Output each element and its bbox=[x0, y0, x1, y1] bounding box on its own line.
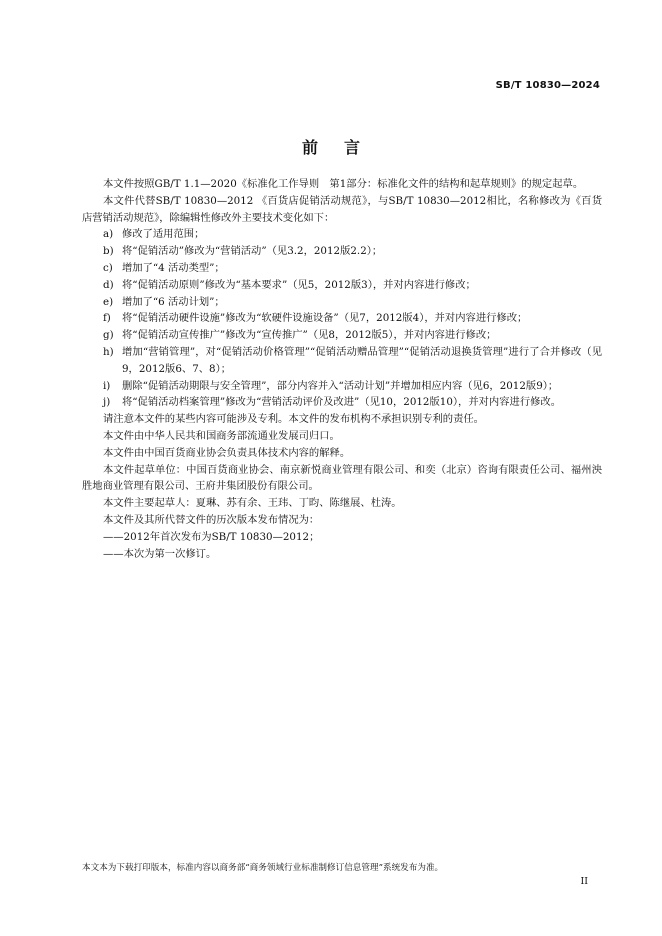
list-marker: i) bbox=[103, 379, 111, 392]
list-item bbox=[82, 310, 602, 327]
history-item: ——2012年首次发布为SB/T 10830—2012； bbox=[103, 530, 320, 543]
history-item: ——本次为第一次修订。 bbox=[103, 547, 217, 560]
paragraph-interpretation: 本文件由中国百货商业协会负责具体技术内容的解释。 bbox=[103, 446, 351, 459]
list-marker: c) bbox=[103, 261, 113, 274]
list-marker: f) bbox=[103, 312, 111, 325]
list-item-text: 将“促销活动硬件设施”修改为“软硬件设施设备”（见7，2012版4），并对内容进行修改； bbox=[122, 312, 528, 325]
foreword-body bbox=[82, 176, 602, 562]
list-item-text: 修改了适用范围； bbox=[122, 228, 205, 241]
list-item bbox=[82, 344, 602, 378]
list-item bbox=[82, 294, 602, 311]
list-marker: h) bbox=[103, 345, 114, 358]
list-item-text: 删除“促销活动期限与安全管理”，部分内容并入“活动计划”并增加相应内容（见6，2012版9）； bbox=[122, 379, 559, 392]
list-item bbox=[82, 226, 602, 243]
download-note: 本文本为下载打印版本，标准内容以商务部“商务领域行业标准制修订信息管理”系统发布为准。 bbox=[82, 863, 444, 873]
list-marker: b) bbox=[103, 245, 114, 258]
paragraph-replacement: 本文件代替SB/T 10830—2012 《百货店促销活动规范》，与SB/T 10830—2012相比，名称修改为《百货店营销活动规范》，除编辑性修改外主要技术变化如下： bbox=[82, 194, 602, 224]
paragraph-history-intro: 本文件及其所代替文件的历次版本发布情况为： bbox=[103, 513, 320, 526]
page-number: II bbox=[580, 876, 588, 887]
paragraph-patent-notice: 请注意本文件的某些内容可能涉及专利。本文件的发布机构不承担识别专利的责任。 bbox=[103, 413, 484, 426]
list-item-text: 将“促销活动”修改为“营销活动”（见3.2，2012版2.2）； bbox=[122, 245, 383, 258]
list-item-text: 增加了“6 活动计划”； bbox=[122, 295, 225, 308]
paragraph-drafting-rules: 本文件按照GB/T 1.1—2020《标准化工作导则 第1部分：标准化文件的结构和起草规则》的规定起草。 bbox=[103, 178, 584, 190]
list-item bbox=[82, 260, 602, 277]
list-item bbox=[82, 277, 602, 294]
list-marker: j) bbox=[103, 396, 111, 409]
standard-code: SB/T 10830—2024 bbox=[495, 80, 600, 91]
list-marker: e) bbox=[103, 295, 114, 308]
list-item bbox=[82, 243, 602, 260]
paragraph-drafters: 本文件主要起草人：夏琳、苏有余、王玮、丁昀、陈继展、杜涛。 bbox=[103, 497, 402, 510]
list-item bbox=[82, 327, 602, 344]
list-item bbox=[82, 378, 602, 395]
page-title: 前言 bbox=[301, 138, 386, 157]
paragraph-drafting-units: 本文件起草单位：中国百货商业协会、南京新悦商业管理有限公司、和奕（北京）咨询有限责任公司、福州泱胜地商业管理有限公司、王府井集团股份有限公司。 bbox=[82, 463, 602, 493]
list-marker: g) bbox=[103, 329, 114, 342]
list-item bbox=[82, 394, 602, 411]
list-marker: a) bbox=[103, 228, 114, 241]
changes-list bbox=[82, 226, 602, 411]
list-item-text: 增加了“4 活动类型”； bbox=[122, 261, 225, 274]
list-item-text: 增加“营销管理”，对“促销活动价格管理”“促销活动赠品管理”“促销活动退换货管理”进行了合并修改（见9，2012版6、7、8）； bbox=[122, 345, 602, 375]
list-item-text: 将“促销活动宣传推广”修改为“宣传推广”（见8，2012版5），并对内容进行修改； bbox=[122, 329, 497, 342]
list-item-text: 将“促销活动档案管理”修改为“营销活动评价及改进”（见10，2012版10），并对内容进行修改。 bbox=[122, 396, 562, 409]
list-item-text: 将“促销活动原则”修改为“基本要求”（见5，2012版3），并对内容进行修改； bbox=[122, 278, 476, 291]
list-marker: d) bbox=[103, 278, 114, 291]
paragraph-administration: 本文件由中华人民共和国商务部流通业发展司归口。 bbox=[103, 429, 340, 442]
